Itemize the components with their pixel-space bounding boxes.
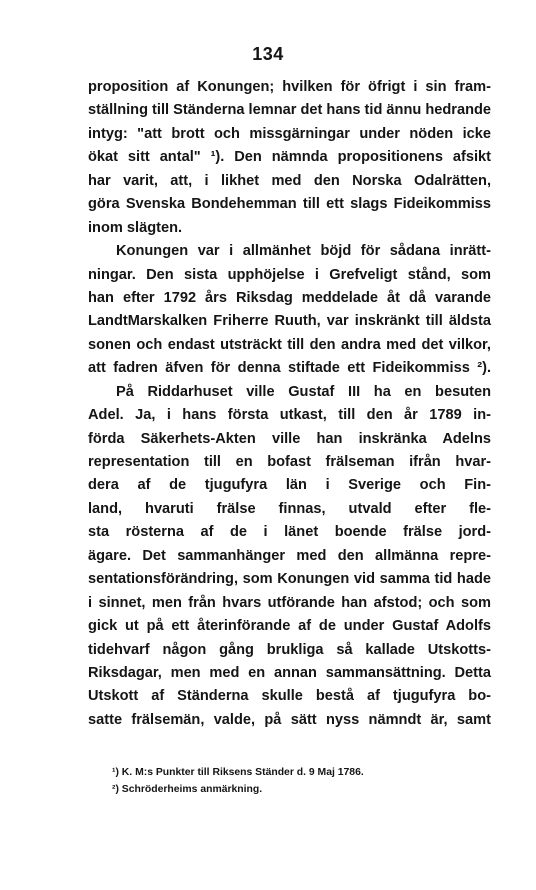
footnote: ¹) K. M:s Punkter till Riksens Ständer d. 9 Maj 1786. <box>112 767 364 778</box>
body-text <box>88 76 491 732</box>
text-line: land, hvaruti frälse finnas, utvald efter fle- <box>88 500 491 517</box>
text-line: förda Säkerhets-Akten ville han inskränka Adelns <box>88 430 491 447</box>
text-line: proposition af Konungen; hvilken för öfrigt i sin fram- <box>88 79 491 95</box>
text-line: gick ut på ett återinförande af de under Gustaf Adolfs <box>88 618 491 635</box>
text-line: intyg: "att brott och missgärningar under nöden icke <box>88 125 491 142</box>
text-line: inom slägten. <box>88 219 183 236</box>
text-line: att fadren äfven för denna stiftade ett Fideikommiss ²). <box>88 360 491 377</box>
text-line: Adel. Ja, i hans första utkast, till den år 1789 in- <box>88 407 491 424</box>
text-line: sta rösterna af de i länet boende frälse jord- <box>88 524 491 541</box>
text-line: i sinnet, men från hvars utförande han afstod; och som <box>88 594 491 611</box>
text-line: LandtMarskalken Friherre Ruuth, var inskränkt till äldsta <box>88 313 491 330</box>
page-number: 134 <box>252 44 284 64</box>
text-line: han efter 1792 års Riksdag meddelade åt då varande <box>88 289 491 306</box>
text-line: ningar. Den sista upphöjelse i Grefveligt stånd, som <box>88 266 491 283</box>
footnote: ²) Schröderheims anmärkning. <box>112 784 263 795</box>
text-line: representation till en bofast frälseman ifrån hvar- <box>88 454 491 470</box>
footnotes <box>112 764 492 798</box>
text-line: sonen och endast utsträckt till den andra med det vilkor, <box>88 336 491 353</box>
text-line: ställning till Ständerna lemnar det hans tid ännu hedrande <box>88 102 492 119</box>
text-line: ökat sitt antal" ¹). Den nämnda propositionens afsikt <box>88 149 491 166</box>
text-line: dera af de tjugufyra län i Sverige och Fin- <box>88 477 491 494</box>
text-line: satte frälsemän, valde, på sätt nyss nämndt är, samt <box>88 711 491 728</box>
text-line: Konungen var i allmänhet böjd för sådana inrätt- <box>116 243 491 260</box>
text-line: sentationsförändring, som Konungen vid samma tid hade <box>88 571 491 588</box>
text-line: göra Svenska Bondehemman till ett slags Fideikommiss <box>88 196 491 213</box>
text-line: har varit, att, i likhet med den Norska Odalrätten, <box>88 172 491 189</box>
text-line: tidehvarf någon gång brukliga så kallade Utskotts- <box>88 641 491 658</box>
text-line: Utskott af Ständerna skulle bestå af tjugufyra bo- <box>88 688 491 705</box>
text-line: Riksdagar, men med en annan sammansättning. Detta <box>88 664 491 681</box>
text-line: På Riddarhuset ville Gustaf III ha en besuten <box>116 383 491 400</box>
text-line: ägare. Det sammanhänger med den allmänna repre- <box>88 547 491 564</box>
